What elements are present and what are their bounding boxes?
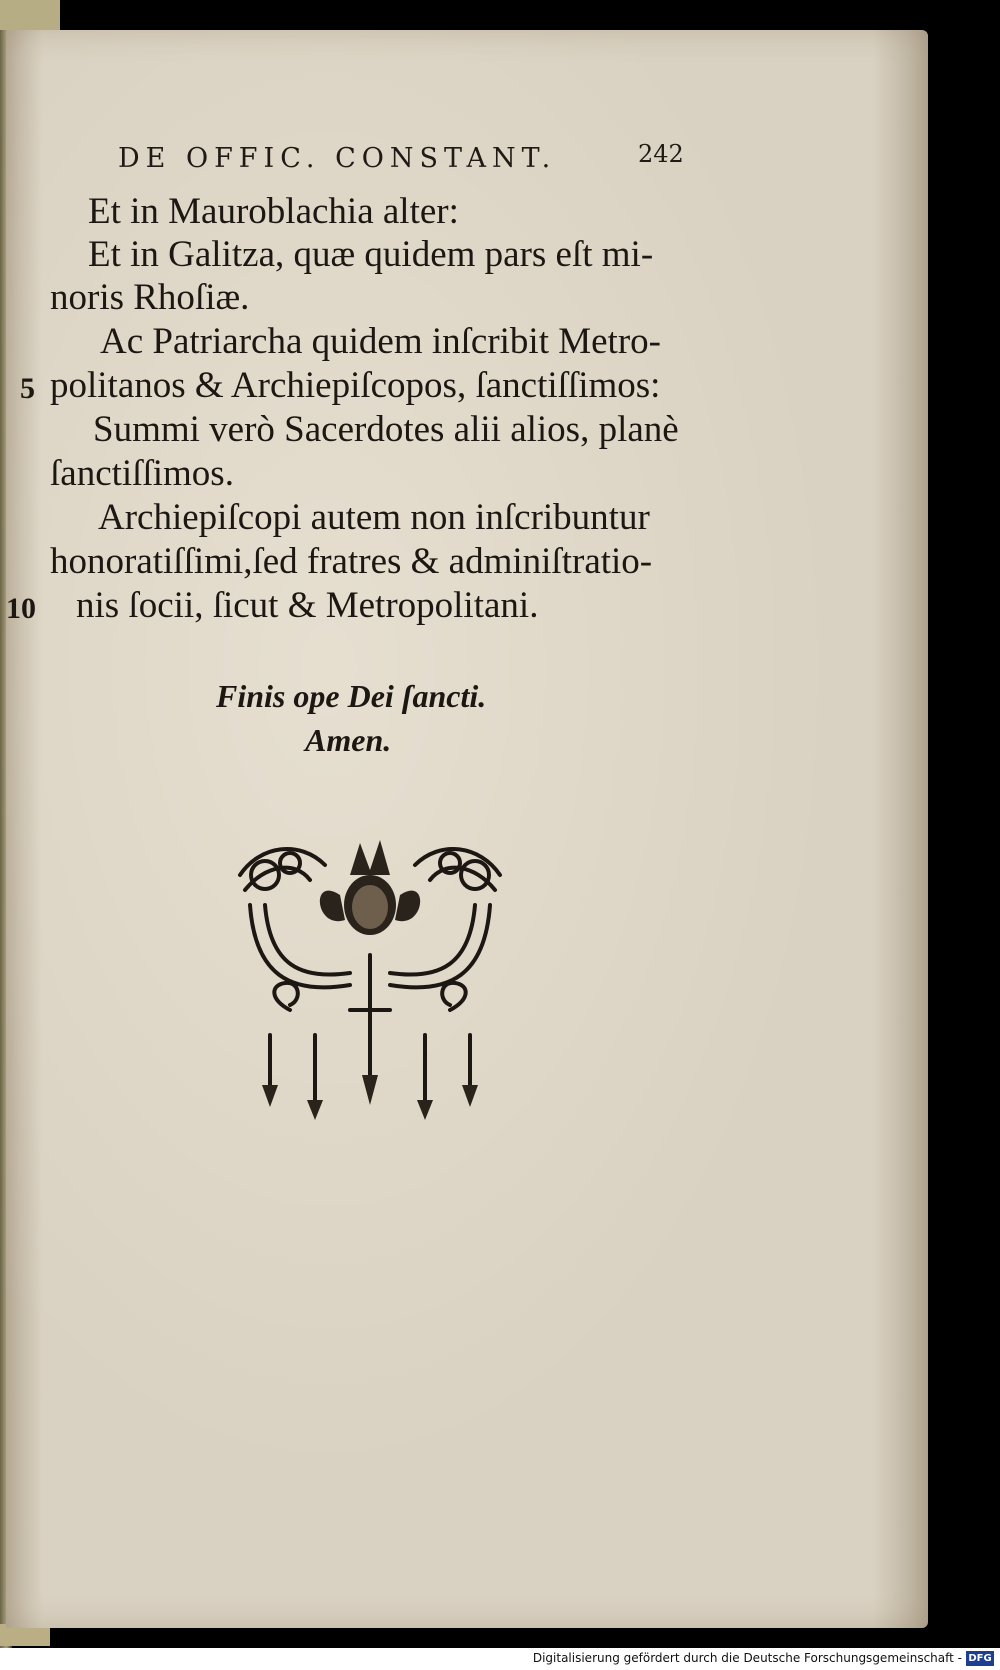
text-line: Archiepiſcopi autem non inſcribuntur <box>98 497 650 538</box>
text-line: noris Rhoſiæ. <box>50 277 250 318</box>
line-number: 10 <box>6 592 36 625</box>
text-line: Et in Galitza, quæ quidem pars eſt mi- <box>88 234 654 275</box>
adjacent-page-edge-top <box>0 0 60 30</box>
text-line: politanos & Archiepiſcopos, ſanctiſſimos: <box>50 365 661 406</box>
funding-credit: Digitalisierung gefördert durch die Deutsche Forschungsgemeinschaft - <box>532 1651 962 1665</box>
text-line: Summi verò Sacerdotes alii alios, planè <box>93 409 679 450</box>
dfg-logo: DFG <box>966 1651 994 1666</box>
text-line: Et in Mauroblachia alter: <box>88 191 459 232</box>
colophon-line: Amen. <box>305 722 392 758</box>
colophon-line: Finis ope Dei ſancti. <box>216 678 487 714</box>
text-line: ſanctiſſimos. <box>50 453 234 494</box>
running-head: DE OFFIC. CONSTANT. <box>118 143 557 174</box>
text-line: honoratiſſimi,ſed fratres & adminiſtratio- <box>50 541 653 582</box>
woodcut-ornament-icon <box>230 835 510 1120</box>
page-number: 242 <box>638 140 684 168</box>
text-line: nis ſocii, ſicut & Metropolitani. <box>76 585 539 626</box>
line-number: 5 <box>20 372 35 405</box>
text-line: Ac Patriarcha quidem inſcribit Metro- <box>100 321 661 362</box>
